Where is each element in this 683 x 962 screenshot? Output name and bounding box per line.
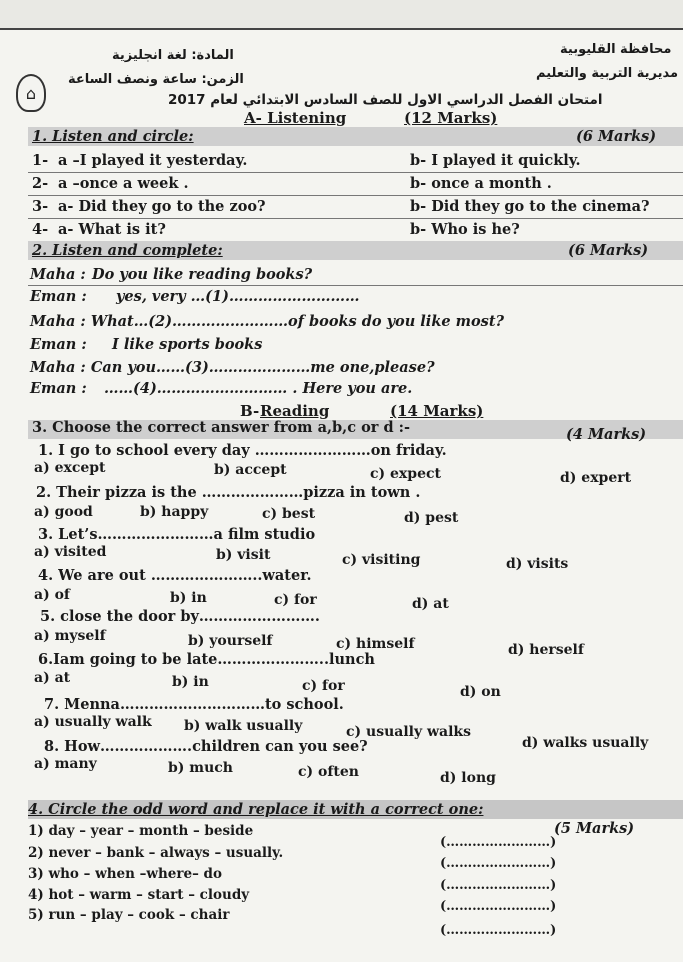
mcq-option-a[interactable]: a) good bbox=[34, 504, 93, 520]
speaker: Maha : bbox=[30, 266, 86, 283]
odd-word-row[interactable]: 2) never – bank – always – usually. bbox=[28, 845, 284, 861]
q1-option-b[interactable]: b- Did they go to the cinema? bbox=[410, 198, 650, 215]
mcq-option-a[interactable]: a) myself bbox=[34, 628, 106, 644]
q1-option-a[interactable]: a –once a week . bbox=[58, 175, 189, 192]
mcq-stem: 5. close the door by……………………. bbox=[40, 608, 320, 625]
q1-num: 2- bbox=[32, 175, 49, 192]
mcq-option-a[interactable]: a) of bbox=[34, 587, 70, 603]
mcq-option-c[interactable]: c) often bbox=[298, 764, 359, 780]
mcq-option-d[interactable]: d) herself bbox=[508, 642, 584, 658]
exam-title: امتحان الفصل الدراسي الاول للصف السادس الابتدائي لعام 2017 bbox=[168, 92, 603, 108]
divider bbox=[28, 195, 683, 196]
divider bbox=[28, 285, 683, 286]
mcq-stem: 3. Let’s……………………a film studio bbox=[38, 526, 316, 543]
q1-title: 1. Listen and circle: bbox=[32, 128, 194, 145]
speaker: Eman : bbox=[30, 380, 87, 397]
q1-option-a[interactable]: a- What is it? bbox=[58, 221, 166, 238]
answer-blank[interactable]: (……………………) bbox=[440, 835, 557, 850]
speaker: Eman : bbox=[30, 336, 87, 353]
mcq-option-d[interactable]: d) on bbox=[460, 684, 501, 700]
q1-num: 3- bbox=[32, 198, 49, 215]
mcq-stem: 7. Menna…………………………to school. bbox=[44, 696, 344, 713]
answer-blank[interactable]: (……………………) bbox=[440, 899, 557, 914]
mcq-option-a[interactable]: a) at bbox=[34, 670, 71, 686]
mcq-option-b[interactable]: b) accept bbox=[214, 462, 287, 478]
mcq-option-b[interactable]: b) yourself bbox=[188, 633, 273, 649]
dialogue-line: Do you like reading books? bbox=[92, 266, 313, 283]
exam-sheet bbox=[0, 28, 683, 962]
dialogue-blank-line[interactable]: yes, very …(1)……………………… bbox=[116, 288, 360, 305]
odd-word-row[interactable]: 4) hot – warm – start – cloudy bbox=[28, 887, 250, 903]
divider bbox=[28, 172, 683, 173]
section-a-title: A- Listening bbox=[244, 109, 347, 127]
mcq-stem: 6.Iam going to be late…………………..lunch bbox=[38, 651, 375, 668]
time-label: الزمن: ساعة ونصف الساعة bbox=[68, 72, 244, 87]
mcq-stem: 1. I go to school every day ……………………on friday. bbox=[38, 442, 447, 459]
governorate-label: محافظة القليوبية bbox=[560, 42, 672, 57]
q2-marks: (6 Marks) bbox=[568, 242, 649, 259]
subject-label: المادة: لغة انجليزية bbox=[112, 48, 234, 63]
mcq-option-d[interactable]: d) expert bbox=[560, 470, 632, 486]
mcq-option-b[interactable]: b) happy bbox=[140, 504, 209, 520]
mcq-option-c[interactable]: c) for bbox=[302, 678, 345, 694]
q4-marks: (5 Marks) bbox=[554, 820, 635, 837]
mcq-option-d[interactable]: d) long bbox=[440, 770, 496, 786]
mcq-option-b[interactable]: b) visit bbox=[216, 547, 271, 563]
odd-word-row[interactable]: 3) who – when –where– do bbox=[28, 866, 222, 882]
section-b-marks: (14 Marks) bbox=[390, 402, 484, 420]
dialogue-blank-line[interactable]: Maha : What…(2)……………………of books do you like most? bbox=[30, 313, 505, 330]
q1-option-b[interactable]: b- Who is he? bbox=[410, 221, 520, 238]
section-b-title: Reading bbox=[260, 402, 330, 420]
mcq-option-b[interactable]: b) in bbox=[172, 674, 209, 690]
q2-title: 2. Listen and complete: bbox=[32, 242, 223, 259]
q1-option-b[interactable]: b- I played it quickly. bbox=[410, 152, 581, 169]
q3-title: 3. Choose the correct answer from a,b,c or d :- bbox=[32, 419, 410, 436]
mcq-option-d[interactable]: d) at bbox=[412, 596, 449, 612]
answer-blank[interactable]: (……………………) bbox=[440, 878, 557, 893]
odd-word-row[interactable]: 1) day – year – month – beside bbox=[28, 823, 254, 839]
divider bbox=[28, 218, 683, 219]
ministry-logo-icon: ⌂ bbox=[16, 74, 46, 112]
dialogue-line: I like sports books bbox=[112, 336, 263, 353]
mcq-option-d[interactable]: d) pest bbox=[404, 510, 459, 526]
mcq-option-c[interactable]: c) usually walks bbox=[346, 724, 472, 740]
dialogue-blank-line[interactable]: Maha : Can you……(3)…………………me one,please? bbox=[30, 359, 435, 376]
dialogue-blank-line[interactable]: ……(4)……………………… . Here you are. bbox=[104, 380, 413, 397]
odd-word-row[interactable]: 5) run – play – cook – chair bbox=[28, 907, 230, 923]
mcq-stem: 8. How……………….children can you see? bbox=[44, 738, 368, 755]
speaker: Eman : bbox=[30, 288, 87, 305]
q1-num: 4- bbox=[32, 221, 49, 238]
section-a-marks: (12 Marks) bbox=[404, 109, 498, 127]
mcq-option-c[interactable]: c) best bbox=[262, 506, 316, 522]
q1-option-a[interactable]: a –I played it yesterday. bbox=[58, 152, 248, 169]
mcq-stem: 4. We are out …………………..water. bbox=[38, 567, 312, 584]
mcq-option-a[interactable]: a) many bbox=[34, 756, 97, 772]
answer-blank[interactable]: (……………………) bbox=[440, 856, 557, 871]
answer-blank[interactable]: (……………………) bbox=[440, 923, 557, 938]
mcq-option-a[interactable]: a) except bbox=[34, 460, 106, 476]
q1-option-b[interactable]: b- once a month . bbox=[410, 175, 552, 192]
q1-option-a[interactable]: a- Did they go to the zoo? bbox=[58, 198, 266, 215]
mcq-option-c[interactable]: c) for bbox=[274, 592, 317, 608]
mcq-option-a[interactable]: a) visited bbox=[34, 544, 107, 560]
mcq-option-b[interactable]: b) in bbox=[170, 590, 207, 606]
q1-marks: (6 Marks) bbox=[576, 128, 657, 145]
mcq-option-a[interactable]: a) usually walk bbox=[34, 714, 152, 730]
mcq-option-b[interactable]: b) much bbox=[168, 760, 233, 776]
mcq-stem: 2. Their pizza is the …………………pizza in town . bbox=[36, 484, 421, 501]
mcq-option-d[interactable]: d) walks usually bbox=[522, 735, 649, 751]
section-b-prefix: B- bbox=[240, 402, 260, 420]
directorate-label: مديرية التربية والتعليم bbox=[536, 66, 679, 81]
q3-marks: (4 Marks) bbox=[566, 426, 647, 443]
mcq-option-b[interactable]: b) walk usually bbox=[184, 718, 303, 734]
mcq-option-c[interactable]: c) visiting bbox=[342, 552, 421, 568]
q1-num: 1- bbox=[32, 152, 49, 169]
q4-title: 4. Circle the odd word and replace it with a correct one: bbox=[28, 801, 484, 818]
mcq-option-d[interactable]: d) visits bbox=[506, 556, 569, 572]
mcq-option-c[interactable]: c) himself bbox=[336, 636, 415, 652]
mcq-option-c[interactable]: c) expect bbox=[370, 466, 441, 482]
